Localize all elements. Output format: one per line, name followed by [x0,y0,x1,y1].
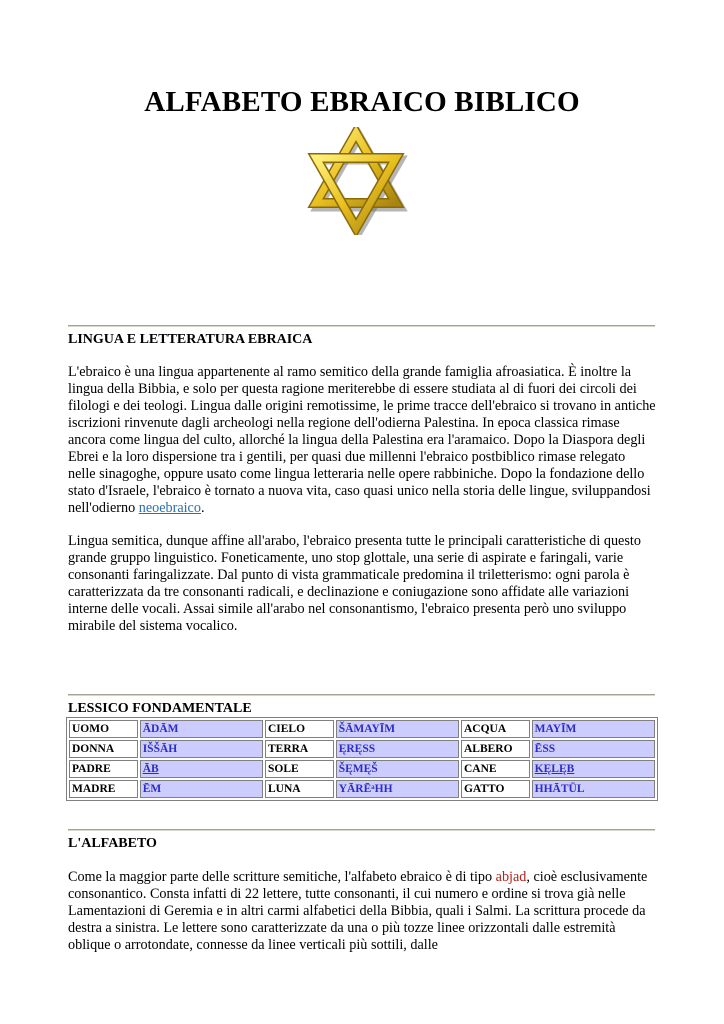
page-title: ALFABETO EBRAICO BIBLICO [144,86,580,118]
italian-word: UOMO [69,720,138,738]
section-heading-lessico: LESSICO FONDAMENTALE [68,701,252,716]
italian-word: SOLE [265,760,334,778]
italian-word: ACQUA [461,720,530,738]
section-heading-alfabeto: L'ALFABETO [68,836,157,851]
paragraph-semitic: Lingua semitica, dunque affine all'arabo, l'ebraico presenta tutte le principali caratteristiche di questo grande gruppo linguistico. Foneticamente, uno stop glottale, una serie di aspirate e faringali, varie consonanti faringalizzate. Dal punto di vista grammaticale predomina il triletterismo: ogni parola è caratterizzata da tre consonanti radicali, e declinazione e coniugazione sono affidate alle variazioni interne delle vocali. Assai simile all'arabo nel consonantismo, l'ebraico presenta però uno sviluppo mirabile del sistema vocalico. [68,533,641,634]
italian-word: PADRE [69,760,138,778]
italian-word: TERRA [265,740,334,758]
italian-word: ALBERO [461,740,530,758]
paragraph-alphabet-text: Come la maggior parte delle scritture semitiche, l'alfabeto ebraico è di tipo [68,869,496,885]
hebrew-word: ĀDĀM [140,720,263,738]
paragraph-alphabet [68,869,656,954]
section-heading-lingua: LINGUA E LETTERATURA EBRAICA [68,332,313,347]
section-divider [68,694,655,696]
star-of-david-icon [304,127,410,235]
hebrew-word: ĘRĘSS [336,740,459,758]
paragraph-intro-end: . [200,500,205,516]
italian-word: CANE [461,760,530,778]
italian-word: CIELO [265,720,334,738]
hebrew-word: ŠĘMĘŠ [336,760,459,778]
table-row [69,740,655,758]
table-row [69,760,655,778]
hebrew-word: ĒM [140,780,263,798]
section-divider [68,325,655,327]
hebrew-word: HHĀTŪL [532,780,655,798]
italian-word: GATTO [461,780,530,798]
hebrew-word: ŠĀMAYĪM [336,720,459,738]
paragraph-intro [68,364,656,517]
hebrew-word: ĒSS [532,740,655,758]
hebrew-word: IŠŠĀH [140,740,263,758]
hebrew-word: ĀB [140,760,263,778]
hebrew-word: MAYĪM [532,720,655,738]
italian-word: DONNA [69,740,138,758]
hebrew-word: YĀRĒᵃHH [336,780,459,798]
paragraph-intro-text: L'ebraico è una lingua appartenente al ramo semitico della grande famiglia afroasiatica. È inoltre la lingua della Bibbia, e solo per questa ragione meriterebbe di essere studiata al di fuori dei circoli dei filologi e dei teologi. Lingua dalle origini remotissime, le prime tracce dell'ebraico si trovano in antiche iscrizioni rinvenute dagli archeologi nella regione dell'odierna Palestina. In epoca classica rimase ancora come lingua del culto, allorché la lingua della Palestina era l'aramaico. Dopo la Diaspora degli Ebrei e la loro dispersione tra i gentili, per quasi due millenni l'ebraico postbiblico rimase relegato nelle sinagoghe, oppure usato come lingua letteraria nelle opere rabbiniche. Dopo la fondazione dello stato d'Israele, l'ebraico è tornato a nuova vita, caso quasi unico nella storia delle lingue, sviluppandosi nell'odierno [68,364,656,516]
abjad-link[interactable]: abjad [495,869,527,885]
neoebraico-link[interactable]: neoebraico [138,500,201,516]
hebrew-word: KĘLĘB [532,760,655,778]
table-row [69,720,655,738]
italian-word: MADRE [69,780,138,798]
table-row [69,780,655,798]
vocabulary-table [66,717,658,801]
section-divider [68,829,655,831]
italian-word: LUNA [265,780,334,798]
paragraph-alphabet-rest: , cioè esclusivamente consonantico. Consta infatti di 22 lettere, tutte consonanti, il cui numero e ordine si trova già nelle Lamentazioni di Geremia e in altri carmi alfabetici della Bibbia, quali i Salmi. La scrittura procede da destra a sinistra. Le lettere sono caratterizzate da una o più tozze linee orizzontali dalle estremità oblique o arrotondate, connesse da linee verticali più sottili, dalle [68,869,648,953]
